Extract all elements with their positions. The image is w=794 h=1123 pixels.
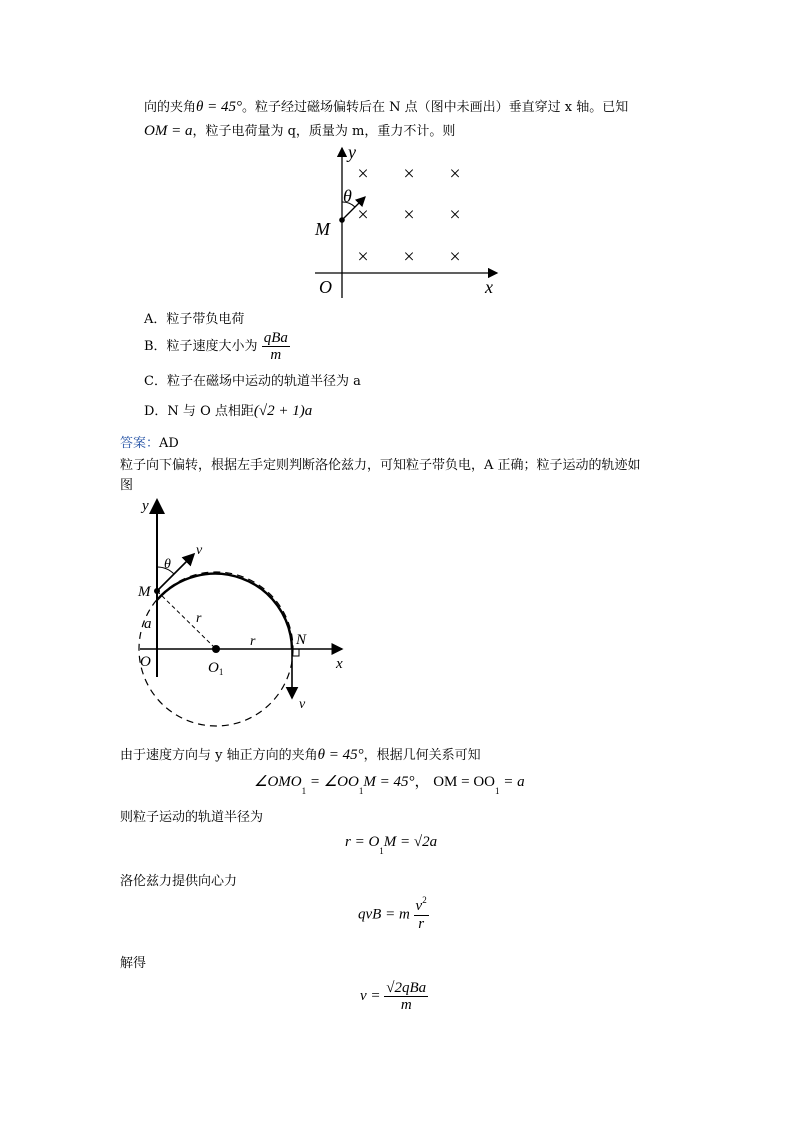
field-markers [357, 163, 460, 268]
point-n-label: N [296, 632, 307, 648]
fraction-numerator [414, 895, 429, 916]
center-o1 [212, 645, 220, 653]
option-b [144, 330, 290, 363]
y-axis-label: y [142, 498, 149, 514]
answer-line [120, 432, 179, 451]
answer-label: 答案 [120, 436, 147, 451]
equation-velocity [360, 980, 428, 1013]
radius-line [157, 591, 216, 649]
center-o1-label: $O_1$ [208, 660, 224, 677]
field-cross-icon: × [357, 246, 369, 268]
subscript: 1 [379, 846, 384, 856]
answer-colon: ： [146, 436, 160, 451]
solution-paragraph-1: 粒子向下偏转，根据左手定则判断洛伦兹力，可知粒子带负电，A 正确；粒子运动的轨迹如 [120, 458, 641, 473]
option-d-expression: (√2 + 1)a [253, 403, 313, 419]
question-text: 向的夹角 [144, 100, 197, 115]
fraction-denominator: m [270, 347, 282, 363]
question-text: 。粒子经过磁场偏转后在 N 点（图中未画出）垂直穿过 x 轴。已知 [242, 100, 629, 115]
x-axis-label: x [336, 656, 343, 672]
solution-paragraph-5: 解得 [120, 956, 147, 971]
field-cross-icon: × [403, 163, 415, 185]
option-b-text: B．粒子速度大小为 [144, 339, 258, 354]
subscript: 1 [301, 786, 307, 796]
option-a: A．粒子带负电荷 [144, 312, 245, 327]
solution-text: 由于速度方向与 y 轴正方向的夹角 [120, 748, 318, 763]
theta-equation: θ = 45° [196, 99, 243, 115]
subscript: 1 [495, 786, 500, 796]
eq-part: qvB = m [358, 906, 410, 923]
radius-r-label: r [196, 611, 202, 626]
solution-paragraph-1-cont: 图 [120, 478, 134, 493]
eq-part: r = O [345, 834, 380, 850]
figure-magnetic-field [305, 140, 510, 300]
field-cross-icon: × [449, 246, 461, 268]
fraction [414, 895, 429, 932]
eq-part: M = 45° [363, 774, 415, 790]
theta-label: θ [343, 186, 352, 206]
field-cross-icon: × [357, 204, 369, 226]
fraction-numerator: √2qBa [386, 980, 427, 996]
fraction-numerator: qBa [263, 330, 288, 346]
fraction-denominator: m [400, 997, 412, 1013]
eq-part: ， OM = OO [414, 774, 496, 790]
question-line-2 [144, 120, 455, 140]
y-axis-label: y [348, 142, 356, 162]
eq-part: ∠OMO [254, 774, 302, 790]
figure-trajectory [120, 492, 360, 732]
question-text: ，粒子电荷量为 q，质量为 m，重力不计。则 [192, 124, 456, 139]
equation-angles [254, 770, 525, 796]
field-cross-icon: × [403, 204, 415, 226]
om-equation: OM = a [144, 123, 193, 139]
point-m-label: M [138, 584, 151, 600]
question-line-1 [144, 96, 628, 116]
solution-paragraph-2 [120, 744, 481, 764]
eq-part: = ∠OO [306, 774, 359, 790]
point-m-label: M [315, 219, 330, 239]
option-c: C．粒子在磁场中运动的轨道半径为 a [144, 374, 361, 389]
theta-label: θ [164, 557, 171, 572]
option-d-text: D．N 与 O 点相距 [144, 404, 254, 419]
length-a-label: a [144, 616, 152, 632]
field-cross-icon: × [449, 163, 461, 185]
superscript: 2 [422, 895, 427, 905]
option-d [144, 400, 312, 420]
eq-part: M = [383, 834, 414, 850]
solution-paragraph-4: 洛伦兹力提供向心力 [120, 874, 238, 889]
x-axis-label: x [485, 277, 493, 297]
field-cross-icon: × [449, 204, 461, 226]
origin-label: O [140, 654, 151, 670]
field-cross-icon: × [403, 246, 415, 268]
fraction [384, 980, 428, 1013]
solution-text: ，根据几何关系可知 [363, 748, 481, 763]
velocity-v-label-2: v [299, 697, 306, 712]
eq-part: = a [499, 774, 525, 790]
theta-equation: θ = 45° [317, 747, 364, 763]
eq-part: v [415, 898, 423, 914]
subscript: 1 [358, 786, 364, 796]
origin-label: O [319, 277, 332, 297]
equation-radius [345, 834, 438, 856]
option-b-fraction [262, 330, 290, 363]
field-cross-icon: × [357, 163, 369, 185]
equation-centripetal [358, 895, 429, 932]
answer-value: AD [159, 436, 179, 451]
eq-part: √2a [413, 834, 438, 850]
velocity-v-label: v [196, 543, 203, 558]
eq-part: v = [360, 987, 385, 1004]
solution-paragraph-3: 则粒子运动的轨道半径为 [120, 810, 264, 825]
fraction-denominator: r [418, 916, 425, 932]
radius-r-label-2: r [250, 634, 256, 649]
